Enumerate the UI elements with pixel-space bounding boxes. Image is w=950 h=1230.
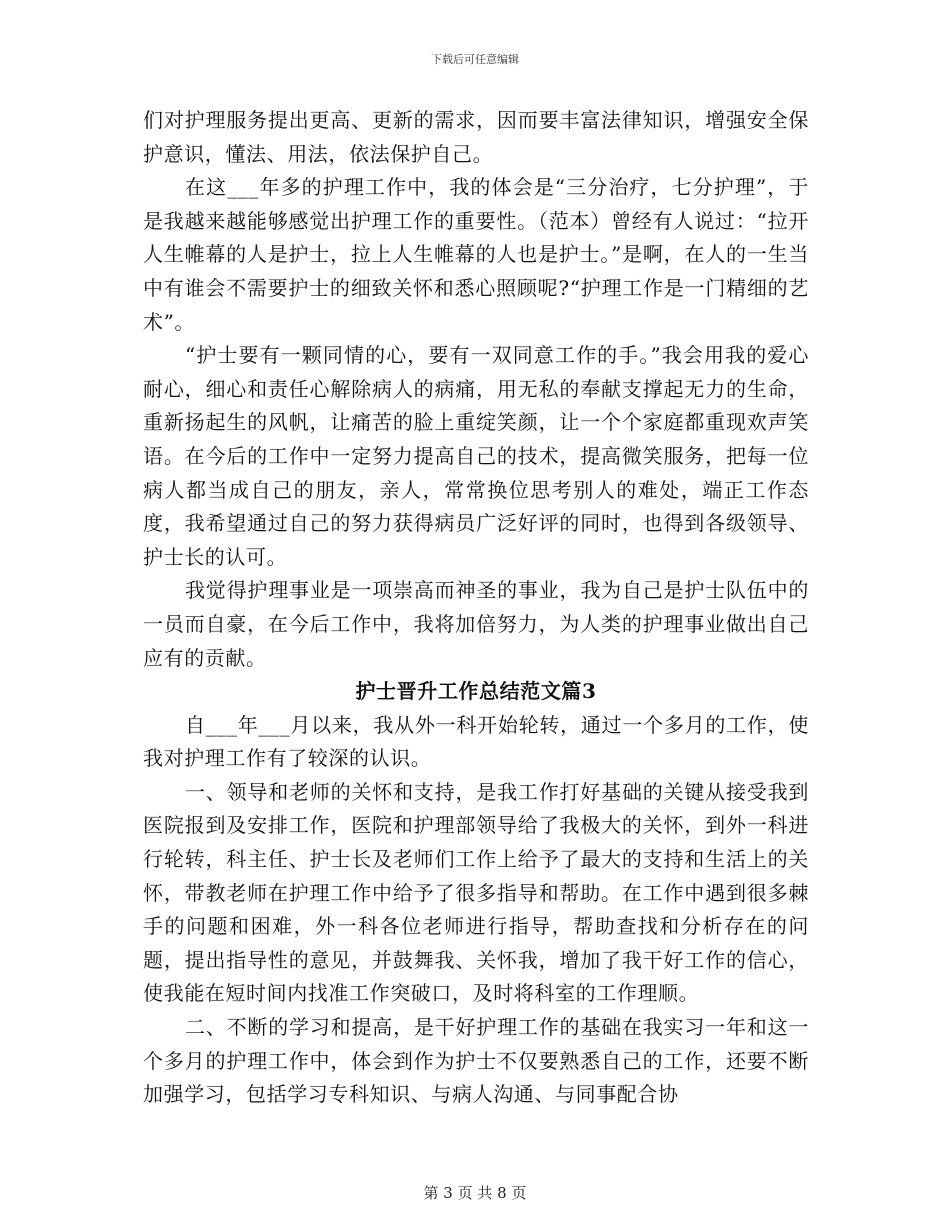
paragraph: 一、领导和老师的关怀和支持，是我工作打好基础的关键从接受我到医院报到及安排工作，医院和护理部领导给了我极大的关怀，到外一科进行轮转，科主任、护士长及老师们工作上给予了最大的支持和生活上的关怀，带教老师在护理工作中给予了很多指导和帮助。在工作中遇到很多棘手的问题和困难，外一科各位老师进行指导，帮助查找和分析存在的问题，提出指导性的意见，并鼓舞我、关怀我，增加了我干好工作的信心，使我能在短时间内找准工作突破口，及时将科室的工作理顺。: [143, 779, 809, 1006]
page-number: 第 3 页 共 8 页: [423, 1184, 527, 1202]
paragraph: 自___年___月以来，我从外一科开始轮转，通过一个多月的工作，使我对护理工作有了较深的认识。: [143, 712, 809, 771]
page-header: 下载后可任意编辑: [431, 53, 519, 66]
paragraph: “护士要有一颗同情的心，要有一双同意工作的手。”我会用我的爱心耐心，细心和责任心解除病人的病痛，用无私的奉献支撑起无力的生命，重新扬起生的风帆，让痛苦的脸上重绽笑颜，让一个个家庭都重现欢声笑语。在今后的工作中一定努力提高自己的技术，提高微笑服务，把每一位病人都当成自己的朋友，亲人，常常换位思考别人的难处，端正工作态度，我希望通过自己的努力获得病员广泛好评的同时，也得到各级领导、护士长的认可。: [143, 343, 809, 569]
document-body: [143, 104, 809, 1112]
section-title: 护士晋升工作总结范文篇3: [355, 679, 597, 704]
paragraph: 我觉得护理事业是一项崇高而神圣的事业，我为自己是护士队伍中的一员而自豪，在今后工作中，我将加倍努力，为人类的护理事业做出自己应有的贡献。: [143, 578, 809, 670]
paragraph: 们对护理服务提出更高、更新的需求，因而要丰富法律知识，增强安全保护意识，懂法、用法，依法保护自己。: [143, 108, 809, 166]
paragraph: 在这___年多的护理工作中，我的体会是“三分治疗，七分护理”，于是我越来越能够感觉出护理工作的重要性。（范本）曾经有人说过：“拉开人生帷幕的人是护士，拉上人生帷幕的人也是护士。”是啊，在人的一生当中有谁会不需要护士的细致关怀和悉心照顾呢?“护理工作是一门精细的艺术”。: [143, 175, 809, 334]
paragraph: 二、不断的学习和提高，是干好护理工作的基础在我实习一年和这一个多月的护理工作中，体会到作为护士不仅要熟悉自己的工作，还要不断加强学习，包括学习专科知识、与病人沟通、与同事配合协: [143, 1015, 809, 1107]
